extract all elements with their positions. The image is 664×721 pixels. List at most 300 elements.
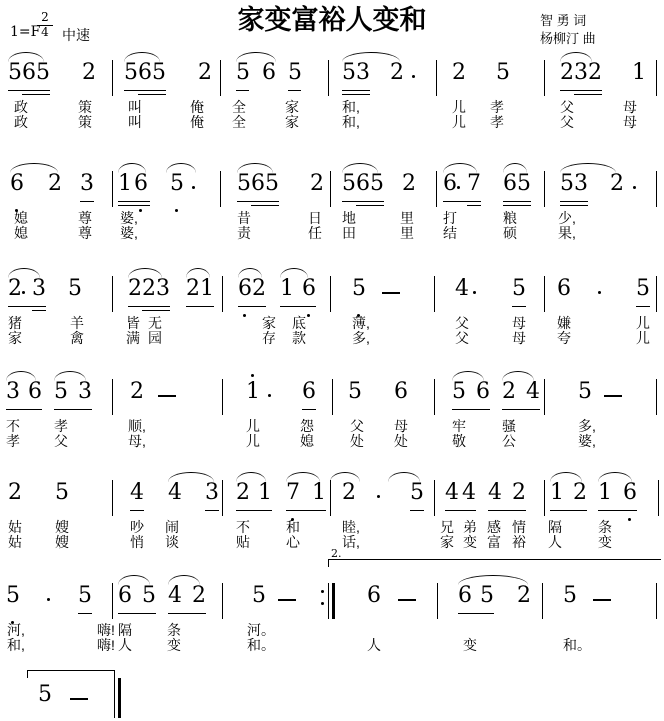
lyric-verse2: 人 xyxy=(118,637,132,653)
lyric-verse1: 策 xyxy=(78,99,92,115)
note-digit: 2 xyxy=(573,480,587,505)
augmentation-dot xyxy=(473,291,476,294)
duration-underline xyxy=(636,306,650,307)
lyric-verse2: 田 xyxy=(342,225,356,241)
slur-arc xyxy=(286,472,320,482)
duration-underline xyxy=(342,90,370,91)
lyric-verse2: 叫 xyxy=(128,114,142,130)
duration-underline xyxy=(512,306,526,307)
duration-underline xyxy=(560,90,602,91)
barline xyxy=(542,583,543,619)
barline xyxy=(220,171,221,207)
duration-underline xyxy=(280,306,316,307)
lyric-verse2: 孝 xyxy=(490,114,504,130)
duration-underline xyxy=(118,201,150,202)
barline xyxy=(330,276,331,312)
lyric-verse2: 果, xyxy=(558,225,576,241)
lyric-verse2: 政 xyxy=(14,114,28,130)
lyric-verse2: 人 xyxy=(548,534,562,550)
note-digit: 7 xyxy=(286,480,300,505)
lyric-verse2: 存 xyxy=(262,330,276,346)
lyric-verse1: 情 xyxy=(512,519,526,535)
note-digit: 2 xyxy=(192,583,206,608)
note-digit: 2 xyxy=(310,171,324,196)
augmentation-dot xyxy=(457,186,460,189)
duration-underline xyxy=(130,510,144,511)
note-digit: 3 xyxy=(80,171,94,196)
note-digit: 2 xyxy=(452,60,466,85)
note-digit: 5 xyxy=(517,171,531,196)
duration-underline xyxy=(251,205,279,206)
duration-underline xyxy=(503,201,531,202)
lyric-verse1: 父 xyxy=(455,315,469,331)
note-digit: 4 xyxy=(462,480,476,505)
note-digit: 5 xyxy=(152,60,166,85)
augmentation-dot xyxy=(412,75,415,78)
lyric-verse1: 婆, xyxy=(120,210,138,226)
slur-arc xyxy=(10,163,58,173)
lyric-verse2: 任 xyxy=(308,225,322,241)
note-digit: 4 xyxy=(168,480,182,505)
note-digit: 5 xyxy=(142,583,156,608)
duration-underline xyxy=(118,205,150,206)
note-digit: 5 xyxy=(8,60,22,85)
duration-underline xyxy=(574,94,602,95)
lyric-verse2: 夸 xyxy=(557,330,571,346)
duration-underline xyxy=(445,510,476,511)
augmentation-dot xyxy=(47,598,50,601)
ending-bracket xyxy=(27,670,115,678)
duration-underline xyxy=(236,510,272,511)
lyric-verse1: 媳 xyxy=(14,210,28,226)
barline xyxy=(656,379,657,415)
slur-arc xyxy=(443,163,477,173)
lyric-verse2: 婆, xyxy=(120,225,138,241)
lyric-verse2: 结 xyxy=(443,225,457,241)
slur-arc xyxy=(550,472,582,482)
lyric-verse1: 睦, xyxy=(342,519,360,535)
lyric-verse2: 贴 xyxy=(236,534,250,550)
slur-arc xyxy=(458,575,528,585)
lyric-verse1: 母 xyxy=(394,418,408,434)
barline xyxy=(544,276,545,312)
lyric-verse2: 里 xyxy=(400,225,414,241)
note-digit: 5 xyxy=(342,60,356,85)
note-digit: 2 xyxy=(560,60,574,85)
barline xyxy=(656,276,657,312)
lyric-verse1: 家 xyxy=(262,315,276,331)
lyric-verse1: 嗨! xyxy=(97,622,115,638)
lyric-verse2: 父 xyxy=(54,433,68,449)
duration-underline xyxy=(286,510,326,511)
lyric-verse1: 条 xyxy=(167,622,181,638)
lyric-verse2: 家 xyxy=(440,534,454,550)
lyric-verse2: 处 xyxy=(394,433,408,449)
slur-arc xyxy=(118,575,150,585)
slur-arc xyxy=(330,472,360,482)
time-signature-numerator: 2 xyxy=(37,11,53,26)
duration-underline xyxy=(238,306,266,307)
lyric-verse2: 裕 xyxy=(512,534,526,550)
lyric-verse2: 和。 xyxy=(563,637,591,653)
time-signature xyxy=(37,11,53,40)
slur-arc xyxy=(128,268,162,278)
barline xyxy=(332,379,333,415)
note-digit: 2 xyxy=(186,276,200,301)
duration-underline xyxy=(288,90,301,91)
barline xyxy=(544,60,545,96)
note-digit: 5 xyxy=(124,60,138,85)
lyric-verse2: 儿 xyxy=(452,114,466,130)
lyric-verse2: 责 xyxy=(237,225,251,241)
lyric-verse1: 多, xyxy=(578,418,596,434)
note-digit: 2 xyxy=(402,171,416,196)
duration-underline xyxy=(54,409,92,410)
barline xyxy=(437,583,438,619)
note-digit: 6 xyxy=(394,379,408,404)
note-digit: 2 xyxy=(517,583,531,608)
note-digit: 1 xyxy=(280,276,294,301)
slur-arc xyxy=(236,472,266,482)
note-digit: 1 xyxy=(246,379,260,404)
lyric-verse2: 母 xyxy=(623,114,637,130)
lyric-verse2: 心 xyxy=(286,534,300,550)
lyric-verse1: 孝 xyxy=(490,99,504,115)
note-digit: 2 xyxy=(128,276,142,301)
note-digit: 2 xyxy=(342,480,356,505)
note-digit: 1 xyxy=(258,480,272,505)
note-digit: 5 xyxy=(578,379,592,404)
high-octave-dot xyxy=(251,374,254,377)
lyric-verse2: 变 xyxy=(463,534,477,550)
lyric-verse1: 昔 xyxy=(237,210,251,226)
note-digit: 2 xyxy=(48,171,62,196)
lyric-verse2: 母 xyxy=(512,330,526,346)
duration-underline xyxy=(22,94,50,95)
lyric-verse2: 敬 xyxy=(452,433,466,449)
slur-arc xyxy=(342,52,400,62)
slur-arc xyxy=(503,163,527,173)
duration-underline xyxy=(560,205,588,206)
note-digit: 5 xyxy=(68,276,82,301)
duration-underline xyxy=(550,510,587,511)
slur-arc xyxy=(560,163,616,173)
note-digit: 5 xyxy=(252,583,266,608)
lyric-verse1: 尊 xyxy=(78,210,92,226)
note-digit: 5 xyxy=(170,171,184,196)
barline xyxy=(656,60,657,96)
barline xyxy=(544,379,545,415)
note-digit: 2 xyxy=(252,276,266,301)
note-digit: 5 xyxy=(563,583,577,608)
barline xyxy=(112,583,113,619)
barline xyxy=(656,171,657,207)
lyric-verse2: 姑 xyxy=(8,534,22,550)
note-digit: 6 xyxy=(134,171,148,196)
note-digit: 3 xyxy=(32,276,46,301)
lyric-verse1: 河。 xyxy=(247,622,275,638)
augmentation-dot xyxy=(268,394,271,397)
duration-underline xyxy=(458,613,494,614)
duration-dash xyxy=(593,599,611,601)
note-digit: 5 xyxy=(237,171,251,196)
system-2 xyxy=(0,163,664,269)
barline xyxy=(112,379,113,415)
duration-underline xyxy=(80,201,94,202)
low-octave-dot xyxy=(307,314,310,317)
slur-arc xyxy=(6,371,36,381)
duration-underline xyxy=(342,201,384,202)
note-digit: 6 xyxy=(10,171,24,196)
lyric-verse1: 骚 xyxy=(502,418,516,434)
note-digit: 5 xyxy=(55,480,69,505)
repeat-dot xyxy=(321,602,324,605)
note-digit: 6 xyxy=(302,276,316,301)
duration-underline xyxy=(124,90,166,91)
lyric-verse1: 打 xyxy=(443,210,457,226)
duration-underline xyxy=(8,90,50,91)
slur-arc xyxy=(168,472,214,482)
note-digit: 6 xyxy=(557,276,571,301)
volta-label: 2. xyxy=(331,547,342,560)
note-digit: 5 xyxy=(410,480,424,505)
note-digit: 1 xyxy=(598,480,612,505)
note-digit: 6 xyxy=(22,60,36,85)
lyric-verse2: 款 xyxy=(292,330,306,346)
augmentation-dot xyxy=(633,186,636,189)
repeat-barline xyxy=(328,583,329,619)
duration-underline xyxy=(32,310,46,311)
lyric-verse1: 嫌 xyxy=(557,315,571,331)
lyric-verse1: 家 xyxy=(285,99,299,115)
note-digit: 5 xyxy=(480,583,494,608)
lyric-verse2: 话, xyxy=(342,534,360,550)
duration-underline xyxy=(142,310,170,311)
barline xyxy=(436,171,437,207)
slur-arc xyxy=(236,52,276,62)
lyric-verse1: 儿 xyxy=(246,418,260,434)
lyric-verse1: 河, xyxy=(7,622,25,638)
slur-arc xyxy=(8,52,44,62)
system-3 xyxy=(0,268,664,374)
barline xyxy=(112,276,113,312)
lyric-verse2: 嗨! xyxy=(97,637,115,653)
barline xyxy=(222,583,223,619)
note-digit: 6 xyxy=(623,480,637,505)
lyric-verse1: 里 xyxy=(400,210,414,226)
note-digit: 2 xyxy=(512,480,526,505)
low-octave-dot xyxy=(139,209,142,212)
duration-underline xyxy=(128,306,170,307)
duration-dash xyxy=(604,395,622,397)
lyric-verse1: 猪 xyxy=(8,315,22,331)
lyric-verse1: 儿 xyxy=(452,99,466,115)
slur-arc xyxy=(342,163,378,173)
lyric-verse1: 条 xyxy=(598,519,612,535)
note-digit: 5 xyxy=(38,682,52,707)
slur-arc xyxy=(388,472,420,482)
low-octave-dot xyxy=(243,314,246,317)
lyric-verse1: 姑 xyxy=(8,519,22,535)
augmentation-dot xyxy=(22,291,25,294)
note-digit: 5 xyxy=(512,276,526,301)
barline xyxy=(330,480,331,516)
barline xyxy=(434,480,435,516)
note-digit: 6 xyxy=(302,379,316,404)
system-1 xyxy=(0,52,664,158)
barline xyxy=(330,171,331,207)
lyric-verse1: 地 xyxy=(342,210,356,226)
note-digit: 1 xyxy=(118,171,132,196)
note-digit: 7 xyxy=(467,171,481,196)
note-digit: 5 xyxy=(352,276,366,301)
lyric-verse1: 粮 xyxy=(503,210,517,226)
volta-bracket xyxy=(328,559,661,567)
slur-arc xyxy=(54,371,86,381)
note-digit: 2 xyxy=(198,60,212,85)
note-digit: 5 xyxy=(370,171,384,196)
note-digit: 6 xyxy=(262,60,276,85)
lyric-verse1: 嫂 xyxy=(55,519,69,535)
note-digit: 3 xyxy=(6,379,20,404)
barline xyxy=(222,480,223,516)
lyric-verse1: 薄, xyxy=(352,315,370,331)
note-digit: 5 xyxy=(560,171,574,196)
note-digit: 2 xyxy=(236,480,250,505)
barline xyxy=(112,171,113,207)
composer-credit: 杨柳汀 曲 xyxy=(540,31,596,46)
lyric-verse1: 皆 xyxy=(126,315,140,331)
duration-underline xyxy=(560,201,588,202)
duration-underline xyxy=(138,94,166,95)
lyric-verse2: 父 xyxy=(455,330,469,346)
duration-underline xyxy=(237,201,279,202)
lyric-verse2: 公 xyxy=(502,433,516,449)
note-digit: 5 xyxy=(54,379,68,404)
duration-underline xyxy=(78,613,92,614)
barline xyxy=(544,480,545,516)
lyric-verse1: 弟 xyxy=(463,519,477,535)
slur-arc xyxy=(186,268,210,278)
note-digit: 2 xyxy=(130,379,144,404)
note-digit: 5 xyxy=(452,379,466,404)
note-digit: 5 xyxy=(236,60,250,85)
note-digit: 3 xyxy=(156,276,170,301)
slur-arc xyxy=(452,371,484,381)
duration-underline xyxy=(6,409,42,410)
barline xyxy=(434,276,435,312)
note-digit: 2 xyxy=(588,60,602,85)
barline xyxy=(220,60,221,96)
note-digit: 6 xyxy=(476,379,490,404)
lyric-verse2: 全 xyxy=(232,114,246,130)
lyric-verse1: 和, xyxy=(342,99,360,115)
lyric-verse2: 俺 xyxy=(190,114,204,130)
tempo-marking: 中速 xyxy=(62,27,90,43)
lyric-verse2: 母, xyxy=(128,433,146,449)
note-digit: 5 xyxy=(265,171,279,196)
lyric-verse1: 不 xyxy=(6,418,20,434)
duration-underline xyxy=(236,90,249,91)
note-digit: 4 xyxy=(168,583,182,608)
duration-underline xyxy=(356,205,384,206)
note-digit: 2 xyxy=(142,276,156,301)
note-digit: 3 xyxy=(205,480,219,505)
duration-dash xyxy=(382,292,400,294)
duration-underline xyxy=(168,613,206,614)
lyric-verse2: 婆, xyxy=(578,433,596,449)
lyric-verse1: 叫 xyxy=(128,99,142,115)
lyric-verse1: 全 xyxy=(232,99,246,115)
lyric-verse1: 闹 xyxy=(165,519,179,535)
barline xyxy=(112,60,113,96)
note-digit: 5 xyxy=(342,171,356,196)
barline xyxy=(328,60,329,96)
note-digit: 4 xyxy=(455,276,469,301)
duration-underline xyxy=(503,205,531,206)
final-barline xyxy=(118,678,121,718)
lyric-verse1: 父 xyxy=(350,418,364,434)
barline xyxy=(658,480,659,516)
lyric-verse2: 嫂 xyxy=(55,534,69,550)
augmentation-dot xyxy=(377,495,380,498)
lyric-verse2: 硕 xyxy=(503,225,517,241)
lyric-verse2: 孝 xyxy=(6,433,20,449)
lyric-verse2: 家 xyxy=(285,114,299,130)
lyric-verse1: 感 xyxy=(487,519,501,535)
slur-arc xyxy=(118,163,146,173)
lyric-verse1: 怨 xyxy=(300,418,314,434)
duration-underline xyxy=(452,409,490,410)
lyric-verse2: 和。 xyxy=(247,637,275,653)
lyric-verse2: 人 xyxy=(367,637,381,653)
slur-arc xyxy=(124,52,160,62)
duration-underline xyxy=(467,205,481,206)
lyric-verse2: 和, xyxy=(7,637,25,653)
lyric-verse1: 无 xyxy=(148,315,162,331)
note-digit: 2 xyxy=(502,379,516,404)
duration-underline xyxy=(502,409,540,410)
lyric-verse2: 媳 xyxy=(300,433,314,449)
slur-arc xyxy=(168,575,200,585)
barline xyxy=(436,60,437,96)
note-digit: 5 xyxy=(288,60,302,85)
note-digit: 2 xyxy=(8,480,22,505)
lyric-verse1: 牢 xyxy=(452,418,466,434)
lyric-verse1: 政 xyxy=(14,99,28,115)
note-digit: 5 xyxy=(6,583,20,608)
lyric-verse2: 和, xyxy=(342,114,360,130)
note-digit: 6 xyxy=(251,171,265,196)
note-digit: 6 xyxy=(238,276,252,301)
note-digit: 4 xyxy=(130,480,144,505)
note-digit: 5 xyxy=(348,379,362,404)
lyric-verse1: 底 xyxy=(292,315,306,331)
lyric-verse1: 和 xyxy=(286,519,300,535)
barline xyxy=(112,480,113,516)
duration-underline xyxy=(205,510,219,511)
lyric-verse2: 谈 xyxy=(165,534,179,550)
lyric-verse2: 多, xyxy=(352,330,370,346)
lyric-verse1: 隔 xyxy=(548,519,562,535)
augmentation-dot xyxy=(192,186,195,189)
lyric-verse1: 不 xyxy=(236,519,250,535)
barline xyxy=(222,379,223,415)
note-digit: 1 xyxy=(550,480,564,505)
note-digit: 2 xyxy=(8,276,22,301)
lyric-verse1: 兄 xyxy=(440,519,454,535)
duration-underline xyxy=(186,306,214,307)
